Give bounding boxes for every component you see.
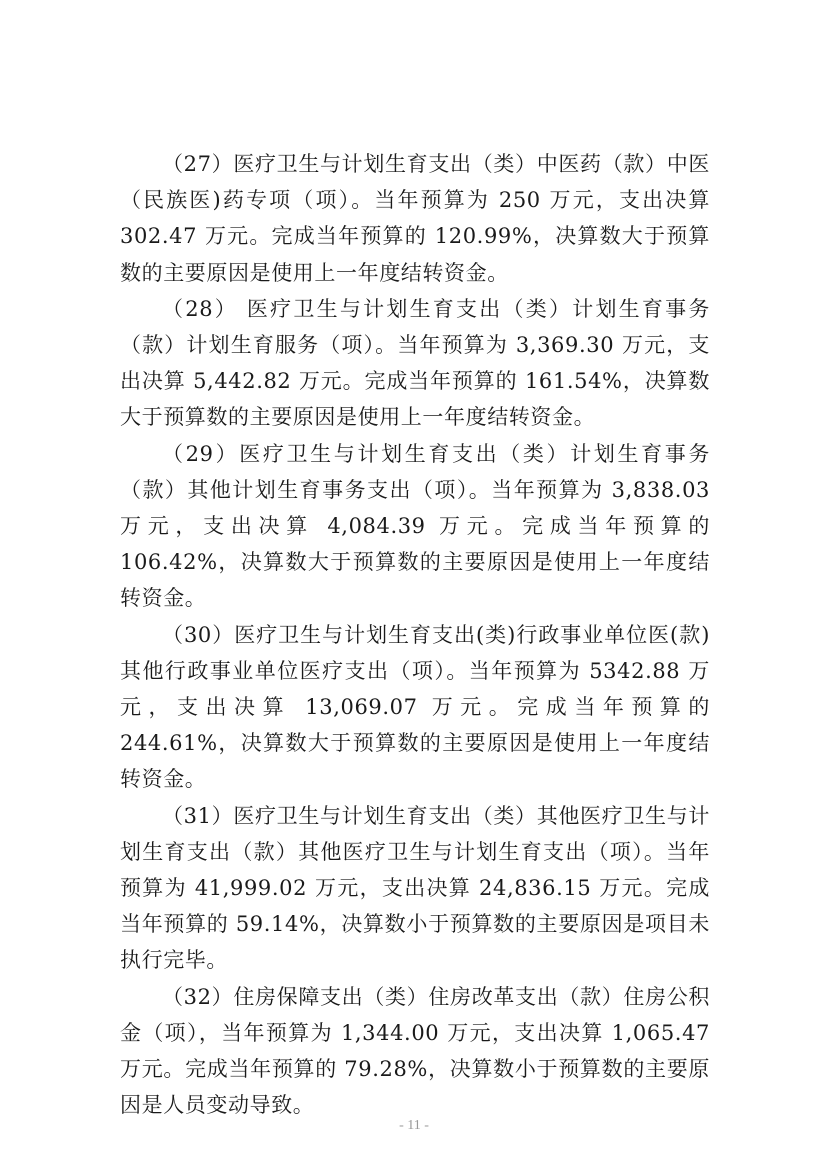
paragraph-32: （32）住房保障支出（类）住房改革支出（款）住房公积金（项），当年预算为 1,344.00 万元，支出决算 1,065.47 万元。完成当年预算的 79.28%，决算数小于预算数的主要原因是人员变动导致。 — [120, 984, 710, 1118]
document-body — [120, 146, 710, 1123]
paragraph-27: （27）医疗卫生与计划生育支出（类）中医药（款）中医（民族医)药专项（项）。当年预算为 250 万元，支出决算 302.47 万元。完成当年预算的 120.99%，决算数大于预算数的主要原因是使用上一年度结转资金。 — [120, 152, 710, 285]
page-number: - 11 - — [399, 1118, 429, 1133]
paragraph-31: （31）医疗卫生与计划生育支出（类）其他医疗卫生与计划生育支出（款）其他医疗卫生与计划生育支出（项）。当年预算为 41,999.02 万元，支出决算 24,836.15 万元。完成当年预算的 59.14%，决算数小于预算数的主要原因是项目未执行完毕。 — [120, 803, 710, 973]
paragraph-30: （30）医疗卫生与计划生育支出(类)行政事业单位医(款)其他行政事业单位医疗支出（项）。当年预算为 5342.88 万元，支出决算 13,069.07 万元。完成当年预算的 244.61%，决算数大于预算数的主要原因是使用上一年度结转资金。 — [120, 622, 710, 792]
paragraph-29: （29）医疗卫生与计划生育支出（类）计划生育事务（款）其他计划生育事务支出（项）。当年预算为 3,838.03 万元，支出决算 4,084.39 万元。完成当年预算的 106.42%，决算数大于预算数的主要原因是使用上一年度结转资金。 — [120, 441, 710, 611]
paragraph-28: （28） 医疗卫生与计划生育支出（类）计划生育事务（款）计划生育服务（项）。当年预算为 3,369.30 万元，支出决算 5,442.82 万元。完成当年预算的 161.54%，决算数大于预算数的主要原因是使用上一年度结转资金。 — [120, 296, 710, 430]
